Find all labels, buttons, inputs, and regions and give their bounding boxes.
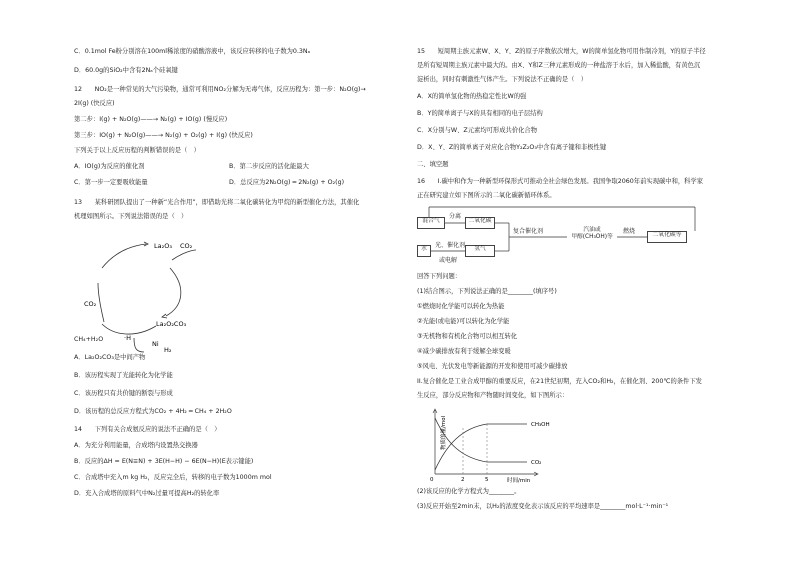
- q14-option-c: C．合成塔中充入m kg H₂，反应完全后，转移的电子数为1000m mol: [74, 474, 272, 481]
- q16-part2-stem: II.复合催化是工业合成甲醇的重要反应，在21世纪初期，充入CO₂和H₂，在催化剂、200℃的条件下发: [417, 378, 702, 385]
- ni-label: Ni: [152, 340, 159, 348]
- q14-stem: 14 下列有关合成氨反应的说法不正确的是（ ）: [74, 426, 221, 433]
- section-fill-in: 二、填空题: [417, 161, 449, 168]
- co2-products-box: 二氧化碳等: [647, 231, 687, 243]
- q14-option-d: D．充入合成塔的原料气中N₂过量可提高H₂的转化率: [74, 490, 220, 497]
- q12-option-a: A．IO(g)为反应的催化剂: [74, 163, 145, 170]
- q12-step1: 2I(g) (快反应): [74, 100, 115, 107]
- y-axis-label: 物质的量/mol: [441, 415, 447, 450]
- q11-option-c: C．0.1mol Fe粉分别溶在100ml稀浓度的硝酸溶液中，该反应转移的电子数为0.3Nₐ: [74, 48, 311, 55]
- statement-5: ⑤风电、光伏发电等新能源的开发和使用可减少碳排放: [417, 363, 568, 370]
- composite-catalyst-label: 复合催化剂: [513, 228, 544, 235]
- q12-option-c: C．第一步一定要吸收能量: [74, 179, 148, 186]
- q16-part3-rate: (3)反应开始至2min末，以H₂的浓度变化表示该反应的平均速率是________mol·L⁻¹·min⁻¹: [417, 503, 669, 510]
- co2-box: 二氧化碳: [465, 217, 495, 229]
- q13-option-b: B．该历程实现了光能转化为化学能: [74, 372, 173, 379]
- q13-stem: 13 某科研团队提出了一种新“光合作用”，即借助光将二氧化碳转化为甲烷的新型催化方法，其催化: [74, 199, 360, 206]
- la2o3-label: La₂O₃: [154, 242, 172, 250]
- q15-option-a: A．X的简单氢化物的热稳定性比W的强: [417, 93, 527, 100]
- q16-part2-equation: (2)该反应的化学方程式为________。: [417, 488, 521, 495]
- electrolysis-label: 或电解: [439, 257, 458, 264]
- co2-top-label: CO₂: [180, 242, 193, 250]
- products-label: CH₄+H₂O: [74, 336, 104, 343]
- methanol-label: 甲醇(CH₃OH)等: [571, 233, 613, 240]
- amount-time-graph: [417, 404, 577, 486]
- combustion-label: 燃烧: [623, 228, 636, 235]
- q12-option-b: B．第二步反应的活化能最大: [229, 163, 309, 170]
- statement-3: ③无机物和有机化合物可以相互转化: [417, 333, 518, 340]
- q16-part1: (1)结合图示，下列说法正确的是________(填序号): [417, 288, 557, 295]
- q15-stem-3: 淀析出，同时有刺激性气体产生。下列说法不正确的是（ ）: [417, 76, 588, 83]
- q13-option-d: D．该历程的总反应方程式为CO₂ + 4H₂ ═ CH₄ + 2H₂O: [74, 408, 232, 415]
- q16-stem-2: 正在研究建立如下图所示的二氧化碳新循环体系。: [417, 192, 556, 199]
- q11-option-d: D．60.0g的SiO₂中含有2Nₐ个硅氧键: [74, 67, 178, 74]
- q12-stem: 12 NO₂是一种常见的大气污染物，通常可利用NO₂分解为无毒气体，反应历程为：第一步：N₂O(g)→: [74, 86, 366, 93]
- q16-stem: 16 I.碳中和作为一种新型环保形式可推动全社会绿色发展。我国争取2060年前实现碳中和，科学家: [417, 178, 704, 185]
- q14-option-a: A．为充分利用能量，合成塔内设置热交换器: [74, 442, 198, 449]
- q12-option-d: D．总反应为2N₂O(g) ═ 2N₂(g) + O₂(g): [229, 179, 345, 186]
- q15-option-c: C．X分别与W、Z元素均可形成共价化合物: [417, 127, 538, 134]
- q15-stem-2: 是所有短周期主族元素中最大的。由X、Y和Z三种元素形成的一种盐溶于水后，加入稀盐酸，有黄色沉: [417, 62, 701, 69]
- statement-4: ④减少碳排放有利于缓解全球变暖: [417, 348, 511, 355]
- q16-part2-stem-2: 生反应，部分反应物和产物随时间变化，如下图所示：: [417, 392, 569, 399]
- ch3oh-curve-label: CH₃OH: [531, 422, 550, 428]
- mixed-gas-box: 混合气: [417, 217, 445, 229]
- catalytic-cycle-diagram: [74, 228, 204, 353]
- q12-step3: 第三步：IO(g) + N₂O(g)——→ N₂(g) + O₂(g) + I(g) (快反应): [74, 132, 253, 139]
- q14-option-b: B．反应的ΔH = E(N≡N) + 3E(H−H) − 6E(N−H)(E表示键能): [74, 458, 254, 465]
- h-radical-label: ·H: [124, 334, 131, 342]
- water-box: 水: [417, 245, 431, 257]
- q15-option-d: D．X、Y、Z的简单离子对应化合物Y₂Z₂O₃中含有离子键和非极性键: [417, 144, 607, 151]
- q13-stem-2: 机理如图所示。下列说法错误的是（ ）: [74, 213, 188, 220]
- origin-label: 0: [430, 477, 434, 483]
- hydrogen-box: 氢气: [465, 245, 495, 257]
- la2o2co3-label: La₂O₂CO₃: [156, 320, 187, 328]
- methanol-box: [567, 227, 617, 247]
- x-axis-label: 时间/min: [507, 478, 531, 484]
- gasoline-label: 汽油或: [583, 227, 601, 233]
- x-tick-5: 5: [485, 477, 489, 483]
- co2-cycle-diagram: [417, 205, 717, 271]
- statement-1: ①燃烧时化学能可以转化为热能: [417, 303, 505, 310]
- q13-option-a: A．La₂O₂CO₃是中间产物: [74, 354, 146, 361]
- separation-label: 分离: [449, 213, 462, 220]
- answer-prompt: 回答下列问题：: [417, 273, 462, 280]
- q12-question: 下列关于以上反应历程的判断错误的是（ ）: [74, 147, 200, 154]
- co2-left-label: CO₂: [84, 300, 97, 308]
- q15-option-b: B．Y的简单离子与X的具有相同的电子层结构: [417, 110, 543, 117]
- statement-2: ②光能(或电能)可以转化为化学能: [417, 318, 510, 325]
- co2-curve-label: CO₂: [531, 460, 542, 466]
- h2-label: H₂: [164, 346, 172, 353]
- light-catalyst-label: 光、催化剂: [435, 242, 466, 249]
- x-tick-2: 2: [461, 477, 465, 483]
- q13-option-c: C．该历程只有共价键的断裂与形成: [74, 390, 173, 397]
- q12-step2: 第二步：I(g) + N₂O(g)——→ N₂(g) + IO(g) (慢反应): [74, 116, 228, 123]
- q15-stem: 15 短周期主族元素W、X、Y、Z的原子序数依次增大，W的简单氢化物可用作制冷剂，Y的原子半径: [417, 48, 706, 55]
